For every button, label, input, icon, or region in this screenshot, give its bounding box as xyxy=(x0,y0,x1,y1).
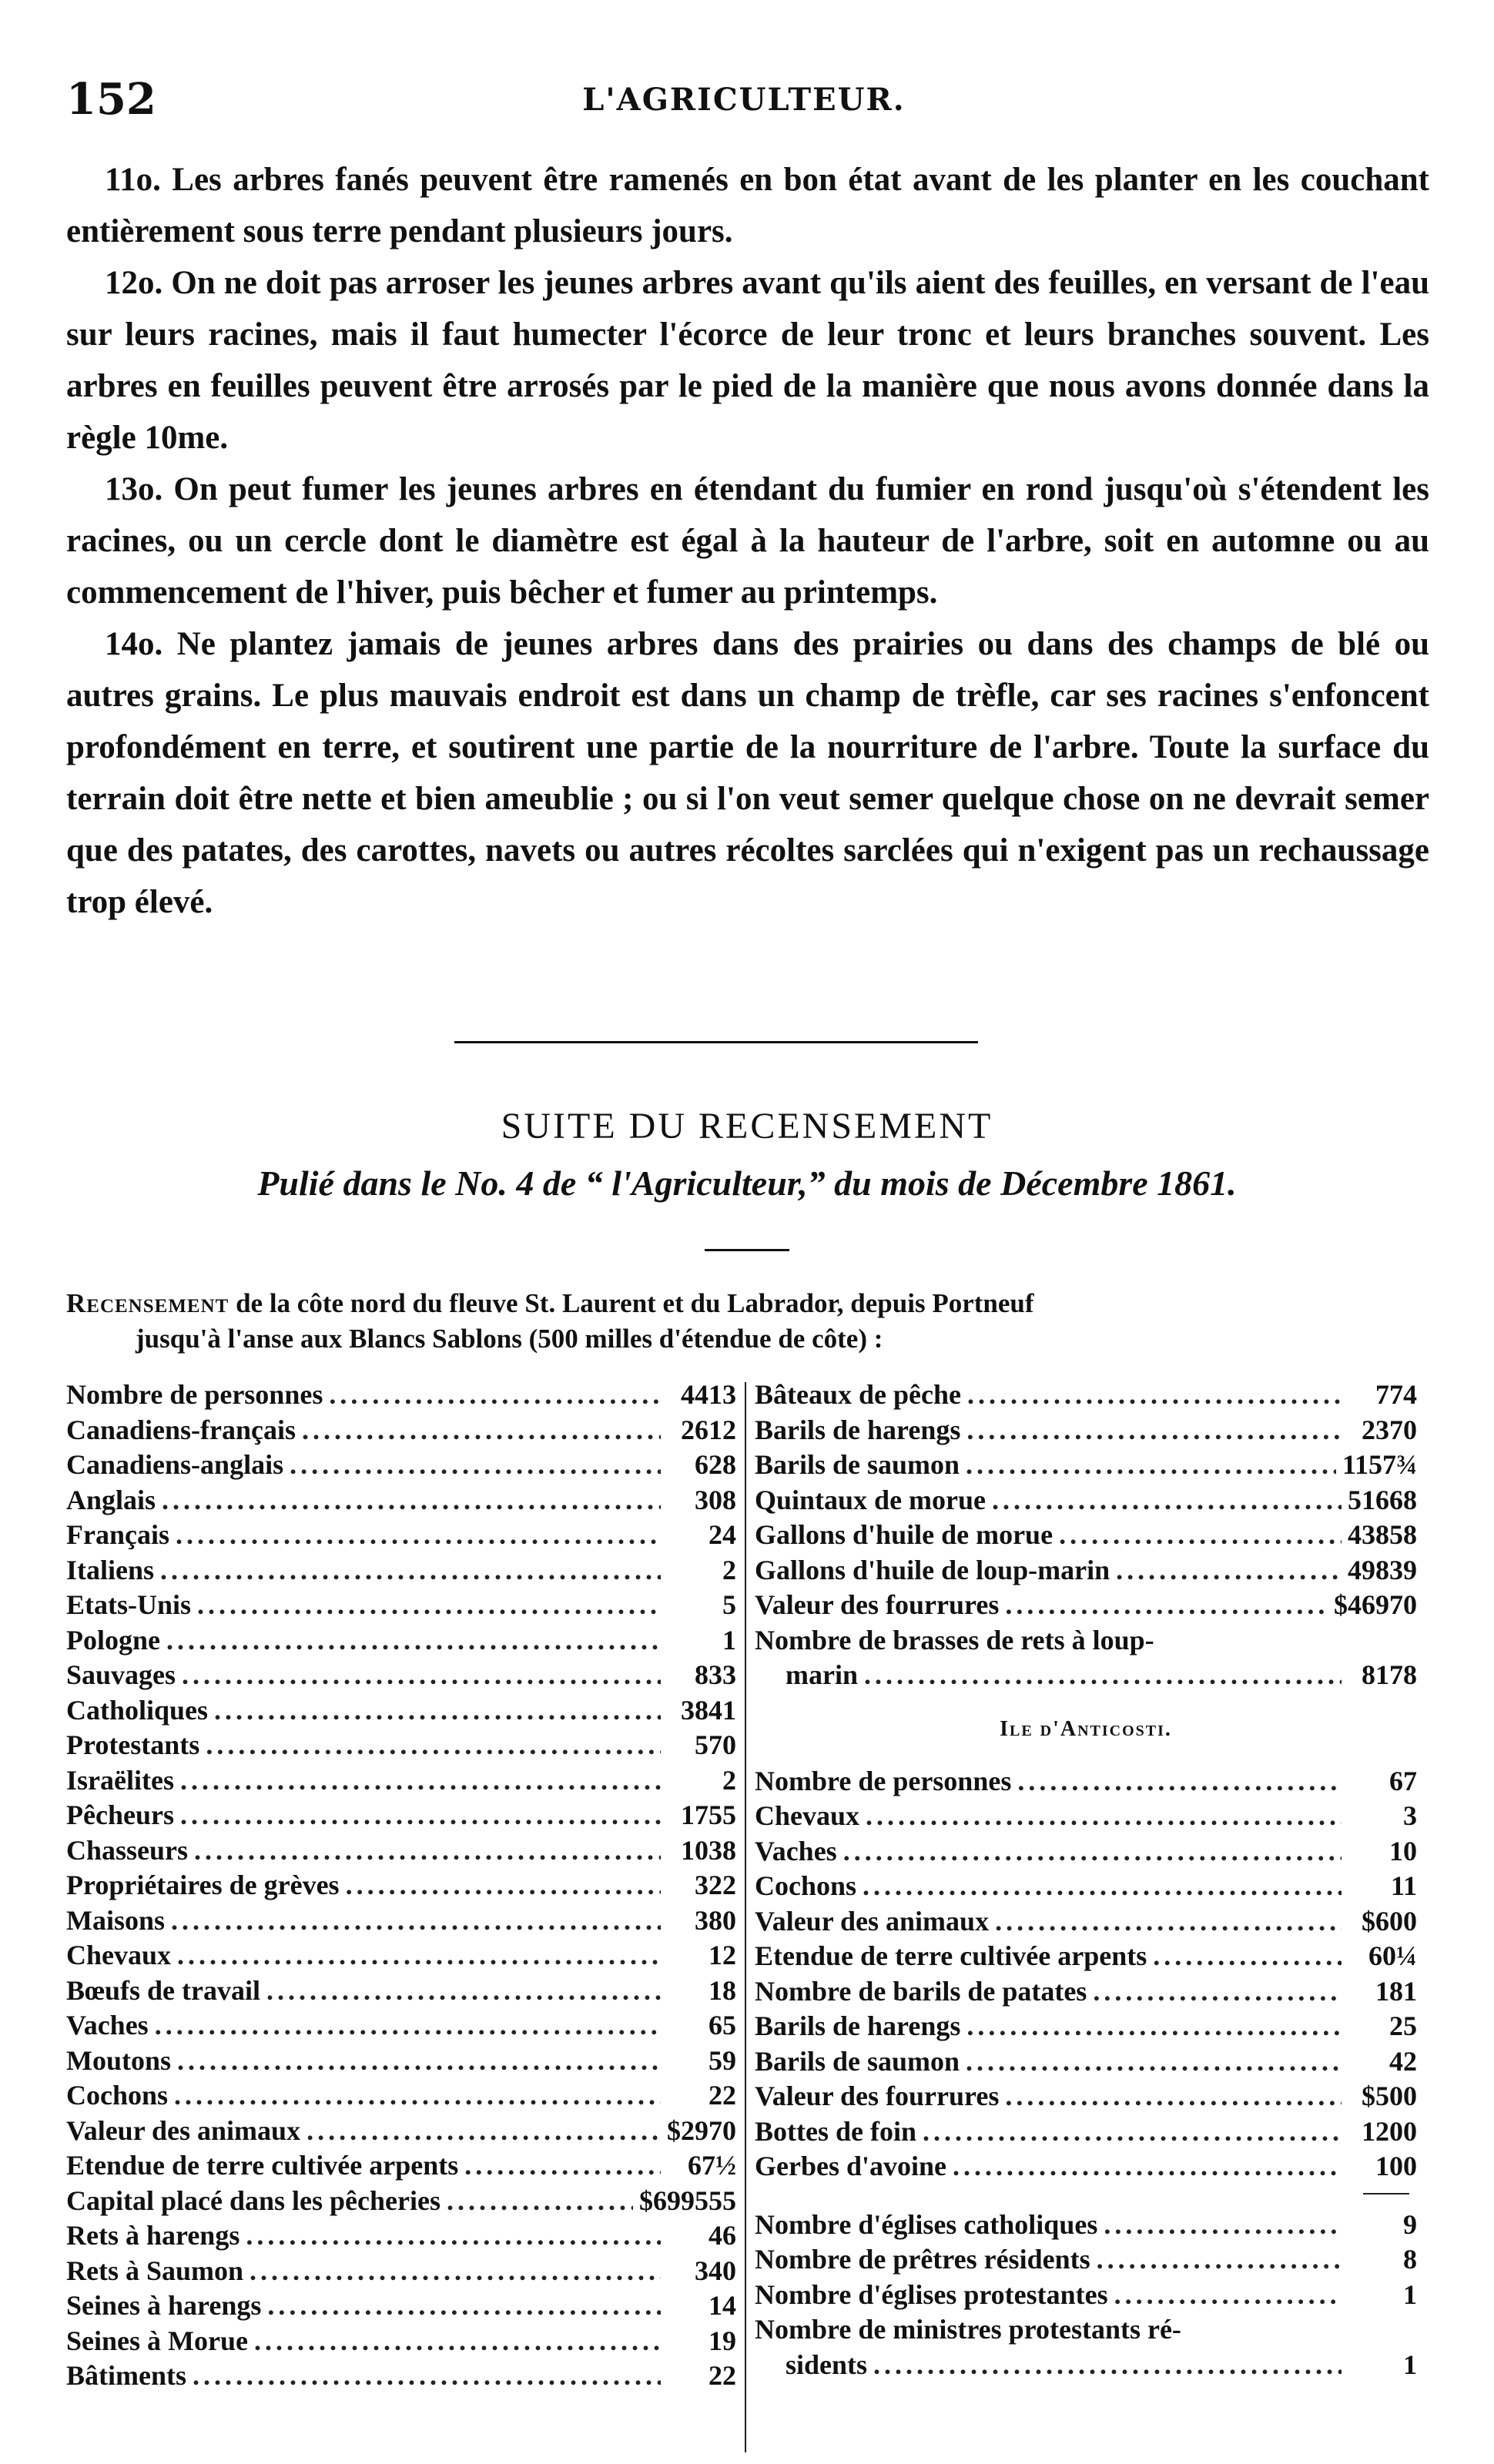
dot-leader xyxy=(346,1869,661,1901)
census-row-label: marin xyxy=(786,1659,858,1690)
census-row xyxy=(66,2289,736,2325)
census-row-label: Nombre de prêtres résidents xyxy=(755,2244,1090,2275)
census-row-value: 100 xyxy=(1375,2151,1417,2181)
census-row-value: 2 xyxy=(722,1554,736,1585)
census-row xyxy=(66,2079,736,2114)
rule-11: 11o. Les arbres fanés peuvent être ramenés en bon état avant de les planter en les couchant entièrement sous terre pendant plusieurs jours. xyxy=(66,162,1429,249)
column-divider xyxy=(745,1382,746,2452)
census-row-value: 12 xyxy=(708,1940,736,1970)
running-title: L'AGRICULTEUR. xyxy=(582,82,906,118)
census-row-label: Valeur des fourrures xyxy=(755,2081,1000,2111)
census-row-value: 43858 xyxy=(1348,1519,1417,1550)
census-row-label: Catholiques xyxy=(66,1694,209,1726)
rule-14: 14o. Ne plantez jamais de jeunes arbres dans des prairies ou dans des champs de blé ou autres grains. Le plus mauvais endroit est dans un champ de trèfle, car ses racines s'enfoncent profondément en terre, et soutirent une partie de la nourriture de l'arbre. Toute la surface du terrain doit être nette et bien ameublie ; ou si l'on veut semer quelque chose on ne devrait semer que des patates, des carottes, navets ou autres récoltes sarclées qui n'exigent pas un rechaussage trop élevé. xyxy=(66,626,1429,920)
census-intro xyxy=(66,1286,1429,1357)
dot-leader xyxy=(177,2044,661,2077)
census-row-label: Israëlites xyxy=(66,1764,174,1796)
dot-leader xyxy=(250,2255,661,2287)
census-row-value: $500 xyxy=(1362,2081,1417,2111)
census-row-value: 1 xyxy=(1403,2348,1417,2380)
census-row-value: 60¼ xyxy=(1368,1940,1417,1971)
census-row-value: 1157¾ xyxy=(1342,1449,1417,1480)
census-row-label: Maisons xyxy=(66,1904,166,1936)
census-right-column xyxy=(755,1378,1417,2383)
census-row-label: Nombre de ministres protestants ré- xyxy=(755,2314,1181,2345)
census-row-value: 380 xyxy=(695,1904,736,1936)
census-row-label: Vaches xyxy=(66,2010,149,2040)
census-row-label: Chevaux xyxy=(66,1940,172,1970)
census-row-value: 322 xyxy=(695,1870,736,1900)
dot-leader xyxy=(1116,1554,1342,1586)
dot-leader xyxy=(197,1589,661,1621)
census-row xyxy=(66,2359,736,2395)
census-row-value: 46 xyxy=(708,2220,736,2251)
census-row-value: 49839 xyxy=(1348,1554,1417,1585)
title-divider xyxy=(705,1249,789,1251)
census-row-label: Gallons d'huile de morue xyxy=(755,1519,1054,1550)
dot-leader xyxy=(1005,1589,1328,1621)
census-row xyxy=(755,1518,1417,1554)
dot-leader xyxy=(302,1414,661,1446)
dot-leader xyxy=(923,2115,1342,2148)
census-row xyxy=(66,1834,736,1870)
dot-leader xyxy=(1093,1975,1342,2007)
census-row-value: 1 xyxy=(1403,2278,1417,2310)
census-row-label: Barils de harengs xyxy=(755,1414,961,1445)
census-intro-lead: Recensement xyxy=(66,1288,229,1318)
dot-leader xyxy=(866,1799,1342,1832)
census-row-label: Valeur des animaux xyxy=(755,1905,990,1937)
census-row-value: 4413 xyxy=(681,1379,736,1410)
census-row xyxy=(66,2255,736,2290)
census-row-label: Français xyxy=(66,1519,169,1550)
census-row-value: 2370 xyxy=(1362,1414,1417,1445)
census-row-value: 1038 xyxy=(681,1834,736,1866)
section-divider xyxy=(454,1041,978,1043)
census-row-value: 8178 xyxy=(1362,1659,1417,1690)
census-row-label: Etendue de terre cultivée arpents xyxy=(66,2150,459,2181)
census-row xyxy=(66,1589,736,1624)
census-row xyxy=(66,1904,736,1940)
census-subtitle: Pulié dans le No. 4 de “ l'Agriculteur,” du mois de Décembre 1861. xyxy=(257,1163,1237,1203)
dot-leader xyxy=(1104,2208,1342,2241)
census-row-label: Chasseurs xyxy=(66,1834,189,1866)
census-row xyxy=(755,2080,1417,2115)
census-row-value: 42 xyxy=(1389,2045,1417,2077)
census-row-label: Etendue de terre cultivée arpents xyxy=(755,1940,1147,1971)
dot-leader xyxy=(254,2325,661,2357)
census-row xyxy=(66,2325,736,2360)
census-row xyxy=(755,1870,1417,1905)
census-row xyxy=(66,2149,736,2184)
census-row-label: Anglais xyxy=(66,1484,156,1515)
census-row-value: 19 xyxy=(708,2325,736,2356)
dot-leader xyxy=(1097,2243,1342,2275)
dot-leader xyxy=(290,1448,661,1481)
dot-leader xyxy=(1153,1940,1342,1972)
census-row-label: Nombre de personnes xyxy=(755,1765,1012,1796)
census-row-label: Cochons xyxy=(66,2080,169,2111)
census-row xyxy=(66,1378,736,1414)
census-row xyxy=(755,2278,1417,2314)
census-row xyxy=(755,1624,1417,1659)
census-row-label: Bâtiments xyxy=(66,2360,186,2391)
census-row xyxy=(755,2010,1417,2045)
dot-leader xyxy=(873,2348,1342,2381)
census-row-value: $46970 xyxy=(1334,1589,1417,1620)
census-row-value: 65 xyxy=(708,2010,736,2040)
dot-leader xyxy=(995,1905,1342,1937)
census-row-value: 9 xyxy=(1403,2208,1417,2240)
census-row xyxy=(755,1484,1417,1519)
page-number: 152 xyxy=(66,74,156,125)
census-row xyxy=(66,1939,736,1974)
census-row-value: 2612 xyxy=(681,1414,736,1445)
census-row-label: Valeur des animaux xyxy=(66,2114,301,2146)
census-row-label: Moutons xyxy=(66,2044,172,2076)
dot-leader xyxy=(966,2010,1342,2042)
census-row-value: $2970 xyxy=(667,2114,736,2146)
dot-leader xyxy=(992,1484,1342,1516)
dot-leader xyxy=(966,1414,1342,1446)
census-row-label: Pêcheurs xyxy=(66,1799,174,1830)
dot-leader xyxy=(267,2289,661,2322)
census-row-label: Etats-Unis xyxy=(66,1589,192,1620)
census-row xyxy=(66,1448,736,1484)
census-row xyxy=(66,1729,736,1764)
census-row xyxy=(755,1378,1417,1414)
dot-leader xyxy=(1059,1518,1342,1551)
census-row-label: Protestants xyxy=(66,1729,200,1760)
dot-leader xyxy=(214,1694,661,1726)
census-title: SUITE DU RECENSEMENT xyxy=(501,1106,993,1147)
census-row xyxy=(66,2114,736,2150)
dot-leader xyxy=(863,1870,1342,1902)
census-row xyxy=(755,1835,1417,1870)
census-row xyxy=(755,1765,1417,1800)
page-header xyxy=(66,74,1422,136)
census-intro-line2: jusqu'à l'anse aux Blancs Sablons (500 milles d'étendue de côte) : xyxy=(136,1324,883,1354)
census-row xyxy=(66,1484,736,1519)
census-row xyxy=(66,1659,736,1694)
census-row-value: 67½ xyxy=(688,2150,736,2181)
census-row-value: 1200 xyxy=(1362,2115,1417,2147)
dot-leader xyxy=(1005,2080,1342,2112)
dot-leader xyxy=(953,2150,1342,2182)
anticosti-heading: Ile d'Anticosti. xyxy=(1000,1716,1172,1741)
dot-leader xyxy=(194,1834,661,1866)
dot-leader xyxy=(329,1378,661,1411)
census-row-label: Quintaux de morue xyxy=(755,1484,987,1515)
census-row-label: Seines à Morue xyxy=(66,2325,248,2356)
dot-leader xyxy=(180,1764,661,1796)
census-row xyxy=(755,1659,1417,1694)
census-row xyxy=(66,1764,736,1799)
census-row xyxy=(755,1799,1417,1835)
census-row-label: Rets à Saumon xyxy=(66,2255,244,2286)
census-row-label: Nombre de brasses de rets à loup- xyxy=(755,1624,1154,1656)
census-row-value: $600 xyxy=(1362,1905,1417,1937)
census-row-value: 51668 xyxy=(1348,1484,1417,1515)
census-row-label: Italiens xyxy=(66,1554,155,1585)
census-row-label: Rets à harengs xyxy=(66,2220,240,2251)
census-row xyxy=(755,1554,1417,1589)
dot-leader xyxy=(174,2079,661,2111)
dot-leader xyxy=(155,2009,661,2041)
census-row xyxy=(66,1869,736,1904)
subtotal-rule xyxy=(755,2185,1417,2208)
census-row-label: Valeur des fourrures xyxy=(755,1589,1000,1620)
census-row-label: Capital placé dans les pêcheries xyxy=(66,2184,440,2216)
census-row xyxy=(66,1624,736,1659)
census-row-value: 24 xyxy=(708,1519,736,1550)
dot-leader xyxy=(246,2219,661,2251)
census-row-label: Nombre de personnes xyxy=(66,1379,323,1410)
census-row xyxy=(66,1414,736,1449)
census-row-label: Nombre d'églises protestantes xyxy=(755,2278,1108,2310)
census-row-value: 18 xyxy=(708,1974,736,2006)
census-row xyxy=(755,2045,1417,2081)
census-row-value: 8 xyxy=(1403,2244,1417,2275)
census-row-label: Sauvages xyxy=(66,1659,176,1690)
dot-leader xyxy=(864,1659,1342,1691)
census-row xyxy=(755,1975,1417,2010)
census-row-value: $699555 xyxy=(639,2184,736,2216)
census-row-label: Cochons xyxy=(755,1870,857,1901)
dot-leader xyxy=(464,2149,661,2181)
census-row-value: 3841 xyxy=(681,1694,736,1726)
dot-leader xyxy=(180,1799,661,1831)
census-row-value: 14 xyxy=(708,2290,736,2321)
census-row-value: 774 xyxy=(1375,1379,1417,1410)
dot-leader xyxy=(171,1904,661,1937)
census-row-label: Vaches xyxy=(755,1835,837,1866)
dot-leader xyxy=(967,1378,1342,1411)
census-row-value: 22 xyxy=(708,2360,736,2391)
dot-leader xyxy=(177,1939,661,1971)
census-row-value: 22 xyxy=(708,2080,736,2111)
census-row-value: 10 xyxy=(1389,1835,1417,1866)
census-row-label: Nombre d'églises catholiques xyxy=(755,2208,1098,2240)
dot-leader xyxy=(966,2045,1342,2077)
census-row-label: Barils de saumon xyxy=(755,2045,960,2077)
census-row xyxy=(755,1448,1417,1484)
census-row-value: 5 xyxy=(722,1589,736,1620)
census-row-label: Pologne xyxy=(66,1624,160,1656)
census-row-value: 833 xyxy=(695,1659,736,1690)
dot-leader xyxy=(166,1624,661,1656)
rule-12: 12o. On ne doit pas arroser les jeunes arbres avant qu'ils aient des feuilles, en versant de l'eau sur leurs racines, mais il faut humecter l'écorce de leur tronc et leurs branches souvent. Les arbres en feuilles peuvent être arrosés par le pied de la manière que nous avons donnée dans la règle 10me. xyxy=(66,265,1429,456)
census-row xyxy=(66,1799,736,1834)
census-row-label: Barils de saumon xyxy=(755,1449,960,1480)
census-row-label: Gerbes d'avoine xyxy=(755,2151,946,2181)
dot-leader xyxy=(307,2114,661,2147)
census-row-label: sidents xyxy=(786,2348,868,2380)
dot-leader xyxy=(182,1659,661,1691)
census-row-value: 181 xyxy=(1375,1975,1417,2007)
dot-leader xyxy=(266,1974,661,2007)
census-row xyxy=(755,1940,1417,1975)
planting-rules xyxy=(66,154,1429,928)
census-row-label: Barils de harengs xyxy=(755,2010,961,2041)
census-row xyxy=(66,1694,736,1729)
census-row xyxy=(66,2219,736,2255)
dot-leader xyxy=(447,2184,633,2217)
census-row-label: Bâteaux de pêche xyxy=(755,1379,961,1410)
census-row xyxy=(755,1414,1417,1449)
census-row-value: 67 xyxy=(1389,1765,1417,1796)
census-row-value: 308 xyxy=(695,1484,736,1515)
census-intro-line1: de la côte nord du fleuve St. Laurent et du Labrador, depuis Portneuf xyxy=(229,1288,1034,1318)
census-row xyxy=(66,1554,736,1589)
census-row-label: Gallons d'huile de loup-marin xyxy=(755,1554,1110,1585)
census-left-column xyxy=(66,1378,736,2395)
dot-leader xyxy=(1017,1765,1342,1797)
census-row-value: 340 xyxy=(695,2255,736,2286)
census-row-label: Bœufs de travail xyxy=(66,1974,260,2006)
census-row xyxy=(755,2313,1417,2348)
census-row xyxy=(755,1905,1417,1940)
census-row-value: 570 xyxy=(695,1729,736,1760)
dot-leader xyxy=(160,1554,661,1586)
census-row-value: 25 xyxy=(1389,2010,1417,2041)
census-row xyxy=(66,2009,736,2044)
dot-leader xyxy=(206,1729,661,1761)
dot-leader xyxy=(843,1835,1342,1867)
census-row-value: 1755 xyxy=(681,1799,736,1830)
census-row-value: 2 xyxy=(722,1764,736,1796)
dot-leader xyxy=(1114,2278,1342,2311)
rule-13: 13o. On peut fumer les jeunes arbres en étendant du fumier en rond jusqu'où s'étendent les racines, ou un cercle dont le diamètre est égal à la hauteur de l'arbre, soit en automne ou au commencement de l'hiver, puis bêcher et fumer au printemps. xyxy=(66,471,1429,611)
census-row-value: 628 xyxy=(695,1449,736,1480)
census-row-label: Canadiens-français xyxy=(66,1414,296,1445)
census-row xyxy=(755,2150,1417,2185)
dot-leader xyxy=(966,1448,1336,1481)
census-row xyxy=(755,1589,1417,1624)
census-row xyxy=(66,2044,736,2080)
census-row xyxy=(66,1518,736,1554)
census-row xyxy=(66,1974,736,2010)
census-row-label: Bottes de foin xyxy=(755,2115,916,2147)
census-row xyxy=(755,2208,1417,2244)
census-row-label: Propriétaires de grèves xyxy=(66,1870,340,1900)
census-row-value: 59 xyxy=(708,2044,736,2076)
census-row xyxy=(755,2348,1417,2384)
census-row-value: 1 xyxy=(722,1624,736,1656)
census-row xyxy=(66,2184,736,2220)
census-row-label: Canadiens-anglais xyxy=(66,1449,284,1480)
census-row-label: Seines à harengs xyxy=(66,2290,262,2321)
census-row xyxy=(755,2243,1417,2278)
dot-leader xyxy=(176,1518,661,1551)
dot-leader xyxy=(162,1484,661,1516)
census-row-label: Chevaux xyxy=(755,1800,860,1831)
census-row-value: 11 xyxy=(1390,1870,1417,1901)
census-row xyxy=(755,2115,1417,2151)
census-row-label: Nombre de barils de patates xyxy=(755,1975,1087,2007)
dot-leader xyxy=(193,2359,661,2392)
census-row-value: 3 xyxy=(1403,1800,1417,1831)
